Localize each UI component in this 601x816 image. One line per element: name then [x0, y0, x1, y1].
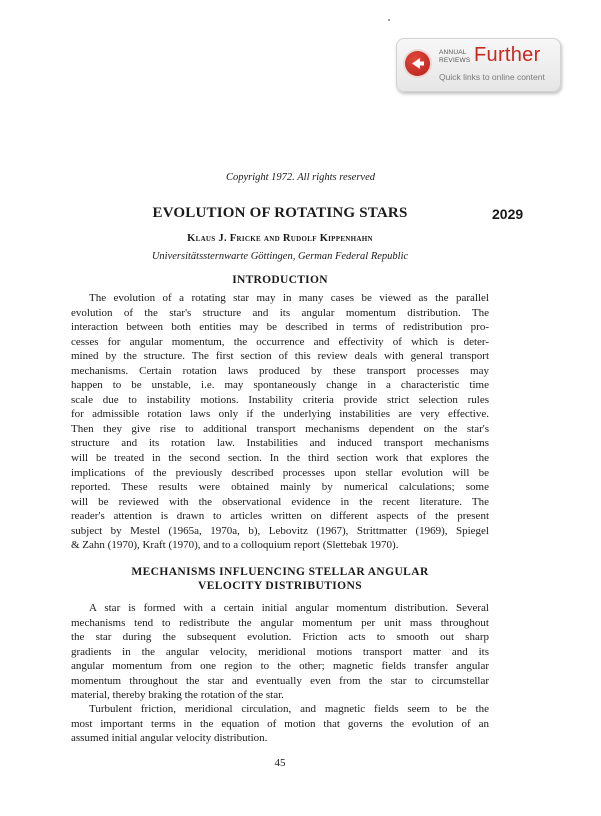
text-line: Turbulent friction, meridional circulation, and magnetic fields seem to be the [89, 703, 489, 715]
text-line: evolution of the star's structure and its angular momentum distribution. The [71, 306, 489, 319]
back-arrow-icon [405, 51, 430, 76]
introduction-paragraph [71, 291, 489, 553]
text-line: momentum throughout the star and eventually even from the star to circumstellar [71, 674, 489, 687]
text-line: angular momentum from one region to the other; magnetic fields transfer angular [71, 660, 489, 673]
text-line: mechanisms. Certain rotation laws produced by these transport processes may [71, 364, 489, 377]
section-heading-introduction: INTRODUCTION [232, 274, 328, 286]
text-line: gradients in the angular velocity, meridional motions transport matter and its [71, 645, 489, 658]
copyright-notice: Copyright 1972. All rights reserved [225, 172, 376, 183]
heading-line: VELOCITY DISTRIBUTIONS [198, 580, 362, 592]
text-line: material, thereby braking the rotation of the star. [71, 689, 284, 702]
text-line: happen to be unstable, i.e. may spontaneously change in a characteristic time [71, 379, 489, 392]
badge-subtitle: Quick links to online content [439, 72, 545, 82]
brand-line-1: ANNUAL [439, 49, 467, 56]
text-line: the star during the subsequent evolution. Friction acts to smooth out sharp [71, 631, 489, 644]
text-line: mechanisms tend to redistribute the angular momentum per unit mass throughout [71, 616, 489, 629]
text-line: reader's attention is drawn to articles written on different aspects of the present [71, 510, 489, 523]
text-line: structure and its rotation law. Instabilities and induced transport mechanisms [71, 437, 489, 450]
text-line: implications of the previously described processes upon stellar evolution will be [71, 466, 489, 479]
text-line: & Zahn (1970), Kraft (1970), and to a colloquium report (Slettebak 1970). [71, 539, 399, 552]
brand-line-2: REVIEWS [439, 56, 471, 64]
author-affiliation: Universitätssternwarte Göttingen, German Federal Republic [151, 251, 409, 262]
text-line: will be reviewed with the observational evidence in the recent literature. The [71, 495, 489, 508]
author-names: Klaus J. Fricke and Rudolf Kippenhahn [187, 233, 373, 244]
section-heading-mechanisms [0, 565, 560, 593]
further-wordmark: Further [474, 44, 541, 66]
text-line: A star is formed with a certain initial angular momentum distribution. Several [89, 602, 489, 614]
text-line: will be treated in the second section. In the third section work that explores the [71, 452, 489, 465]
further-badge-link[interactable] [396, 38, 561, 92]
annual-reviews-logo [439, 49, 473, 64]
mechanisms-paragraph-1 [71, 601, 489, 703]
text-line: most important terms in the equation of motion that governs the evolution of an [71, 717, 489, 730]
text-line: mined by the structure. The first section of this review deals with general transport [71, 350, 489, 363]
text-line: scale due to instability motions. Instability criteria provide strict selection rules [71, 393, 489, 406]
article-code: 2029 [492, 206, 524, 222]
text-line: cesses for angular momentum, the occurrence and effectivity of which is deter- [71, 335, 489, 348]
text-line: The evolution of a rotating star may in many cases be viewed as the parallel [89, 292, 489, 304]
text-line: interaction between both entities may be described in terms of redistribution pro- [71, 321, 489, 334]
text-line: for admissible rotation laws only if the underlying instabilities are very effective. [71, 408, 489, 421]
article-title: EVOLUTION OF ROTATING STARS [152, 205, 408, 221]
speck [388, 19, 390, 21]
mechanisms-paragraph-2 [71, 702, 489, 746]
text-line: subject by Mestel (1965a, 1970a, b), Lebovitz (1967), Strittmatter (1969), Spiegel [71, 524, 489, 537]
text-line: reported. These results were obtained mainly by numerical calculations; some [71, 481, 489, 494]
text-line: assumed initial angular velocity distribution. [71, 732, 268, 745]
text-line: Then they give rise to additional transport mechanisms dependent on the star's [71, 422, 489, 435]
arrow-glyph-icon [405, 51, 430, 76]
page-number: 45 [274, 757, 286, 769]
heading-line: MECHANISMS INFLUENCING STELLAR ANGULAR [131, 566, 429, 578]
